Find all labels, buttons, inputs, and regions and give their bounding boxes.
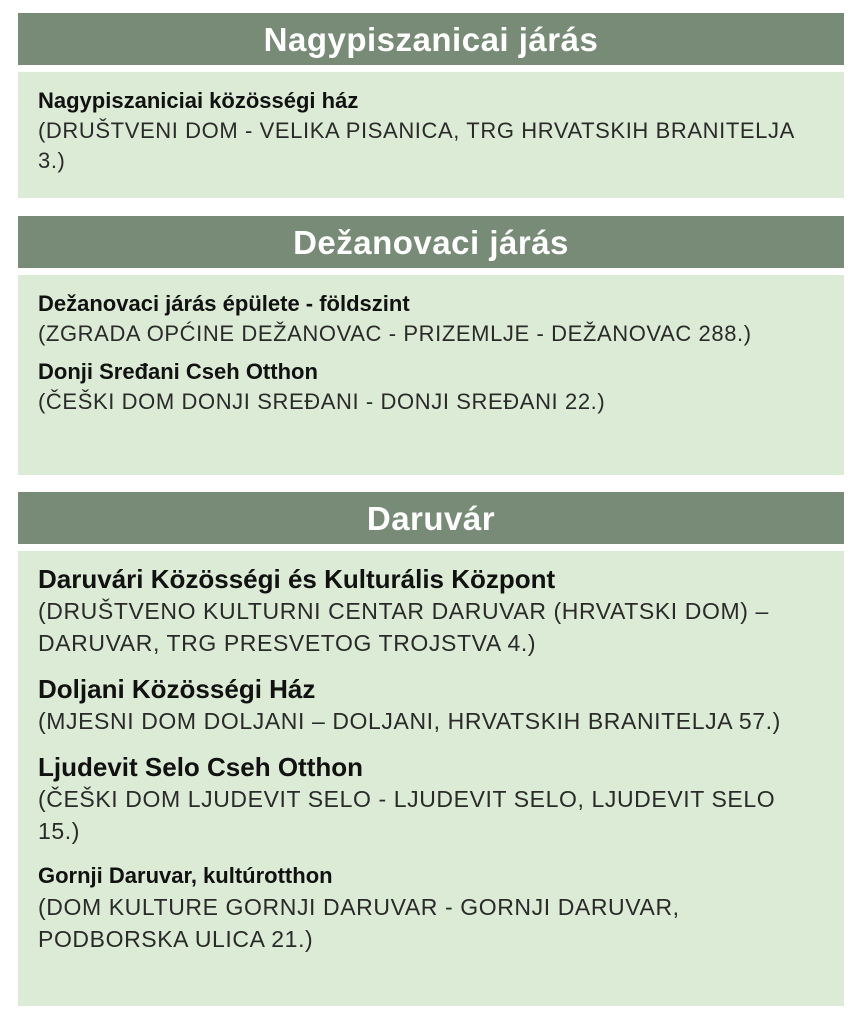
location-address: (DRUŠTVENO KULTURNI CENTAR DARUVAR (HRVATSKI DOM) – DARUVAR, TRG PRESVETOG TROJSTVA 4.) xyxy=(38,598,769,656)
section-header-daruvar xyxy=(18,492,844,544)
location-entry xyxy=(38,673,824,737)
location-entry xyxy=(38,751,824,847)
location-address: (MJESNI DOM DOLJANI – DOLJANI, HRVATSKIH BRANITELJA 57.) xyxy=(38,708,781,734)
location-address: (ZGRADA OPĆINE DEŽANOVAC - PRIZEMLJE - DEŽANOVAC 288.) xyxy=(38,321,752,346)
location-entry xyxy=(38,563,824,659)
location-entry xyxy=(38,357,824,417)
section-title: Dežanovaci járás xyxy=(293,224,569,261)
section-title: Daruvár xyxy=(366,500,496,537)
section-header-dezanovaci xyxy=(18,216,844,268)
location-entry xyxy=(38,86,824,176)
section-panel-dezanovaci xyxy=(18,275,844,475)
location-name: Ljudevit Selo Cseh Otthon xyxy=(38,752,364,782)
location-name: Donji Sređani Cseh Otthon xyxy=(38,359,318,384)
location-name: Doljani Közösségi Ház xyxy=(38,674,316,704)
location-name: Daruvári Közösségi és Kulturális Központ xyxy=(38,564,556,594)
location-entry xyxy=(38,861,824,955)
section-panel-daruvar xyxy=(18,551,844,1006)
section-panel-nagypiszanicai xyxy=(18,72,844,198)
location-name: Dežanovaci járás épülete - földszint xyxy=(38,291,410,316)
location-address: (ČEŠKI DOM DONJI SREĐANI - DONJI SREĐANI 22.) xyxy=(38,389,606,414)
section-header-nagypiszanicai xyxy=(18,13,844,65)
location-entry xyxy=(38,289,824,349)
location-name: Nagypiszaniciai közösségi ház xyxy=(38,88,359,113)
location-address: (DOM KULTURE GORNJI DARUVAR - GORNJI DARUVAR, PODBORSKA ULICA 21.) xyxy=(38,894,680,952)
location-address: (DRUŠTVENI DOM - VELIKA PISANICA, TRG HRVATSKIH BRANITELJA 3.) xyxy=(38,118,794,173)
section-title: Nagypiszanicai járás xyxy=(263,21,599,58)
location-address: (ČEŠKI DOM LJUDEVIT SELO - LJUDEVIT SELO, LJUDEVIT SELO 15.) xyxy=(38,786,776,844)
location-name: Gornji Daruvar, kultúrotthon xyxy=(38,863,333,888)
